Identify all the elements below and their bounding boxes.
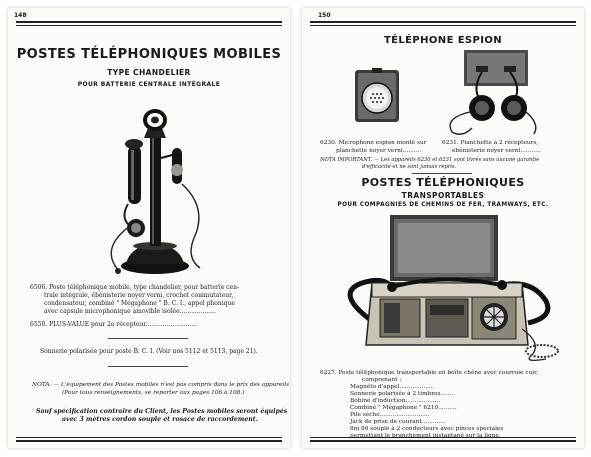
footer-line-1: Sauf spécification contraire du Client, les Postes mobiles seront équipés bbox=[36, 408, 288, 415]
page-title: POSTES TÉLÉPHONIQUES MOBILES bbox=[16, 47, 282, 62]
item-6227-line-6: Combiné " Mégaphone " 6210.......... bbox=[350, 405, 457, 411]
separator bbox=[108, 366, 188, 367]
separator bbox=[412, 173, 472, 174]
item-6231-line-2: ébénisterie noyer verni........... bbox=[452, 148, 541, 154]
item-6227-line-1: 6227. Poste téléphonique transportable en boîte chêne avec courroie cuir, bbox=[320, 370, 539, 376]
item-6227-line-3: Magnéto d'appel................... bbox=[350, 384, 435, 390]
sonnerie-line: Sonnerie polarisée pour poste B. C. I. (Voir nos 5112 et 5113, page 21). bbox=[40, 348, 258, 355]
transportable-telephone-illustration bbox=[332, 213, 562, 363]
item-6506-line-3: condensateur, combiné " Mégaphone " B. C. I., appel phonique bbox=[44, 300, 235, 307]
right-page bbox=[302, 8, 584, 448]
item-6227-line-7: Pile sèche........................... bbox=[350, 412, 430, 418]
page-number: 148 bbox=[14, 12, 27, 19]
left-page bbox=[8, 8, 290, 448]
item-6227-line-10: permettant le branchement instantané sur la ligne. bbox=[350, 433, 501, 439]
nota-line-2: (Pour tous renseignements, se reporter aux pages 106 à 108.) bbox=[62, 390, 245, 396]
page-subtitle: TYPE CHANDELIER bbox=[107, 68, 191, 77]
nota-important-line-2: d'efficacité et ne sont jamais repris. bbox=[362, 164, 457, 170]
item-6506-line-4: avec capsule microphonique amovible isolée................... bbox=[44, 308, 216, 315]
candlestick-telephone-illustration bbox=[90, 98, 210, 278]
item-6230-line-1: 6230. Microphone espion monté sur bbox=[320, 140, 427, 146]
footer-line-2: avec 3 mètres cordon souple et rosace de raccordement. bbox=[62, 416, 258, 423]
espion-title: TÉLÉPHONE ESPION bbox=[383, 35, 503, 46]
microphone-espion-illustration bbox=[352, 66, 402, 126]
transport-title: POSTES TÉLÉPHONIQUES bbox=[361, 176, 525, 189]
planchette-receivers-illustration bbox=[442, 48, 542, 138]
nota-line-1: NOTA. — L'équipement des Postes mobiles n'est pas compris dans le prix des appareils bbox=[32, 382, 290, 388]
item-6227-line-4: Sonnerie polarisée à 2 timbres....... bbox=[350, 391, 454, 397]
item-6227-line-5: Bobine d'induction................... bbox=[350, 398, 441, 404]
item-6506-line-2: trale intégrale, ébénisterie noyer verni, crochet commutateur, bbox=[44, 292, 234, 299]
nota-important-line-1: NOTA IMPORTANT. — Les appareils 6230 et 6231 sont livrés sans aucune garantie bbox=[320, 157, 540, 163]
item-6506-line-1: 6506. Poste téléphonique mobile, type chandelier, pour batterie cen- bbox=[30, 284, 239, 291]
item-6231-line-1: 6231. Planchette à 2 récepteurs, bbox=[442, 140, 539, 146]
item-6550: 6550. PLUS-VALUE pour 2e récepteur........................... bbox=[30, 321, 198, 328]
item-6227-line-9: 8m 80 souple à 2 conducteurs avec pinces spéciales bbox=[350, 426, 504, 432]
page-subtitle-2: POUR BATTERIE CENTRALE INTÉGRALE bbox=[77, 81, 221, 88]
separator bbox=[108, 338, 188, 339]
item-6227-line-8: Jack de prise de courant............. bbox=[350, 419, 446, 425]
item-6230-line-2: planchette noyer verni.......... bbox=[336, 148, 422, 154]
page-number: 150 bbox=[318, 12, 331, 19]
transport-subtitle: TRANSPORTABLES bbox=[401, 191, 485, 200]
item-6227-line-2: comprenant : bbox=[362, 377, 402, 383]
transport-subtitle-2: POUR COMPAGNIES DE CHEMINS DE FER, TRAMWAYS, ETC. bbox=[337, 202, 549, 208]
